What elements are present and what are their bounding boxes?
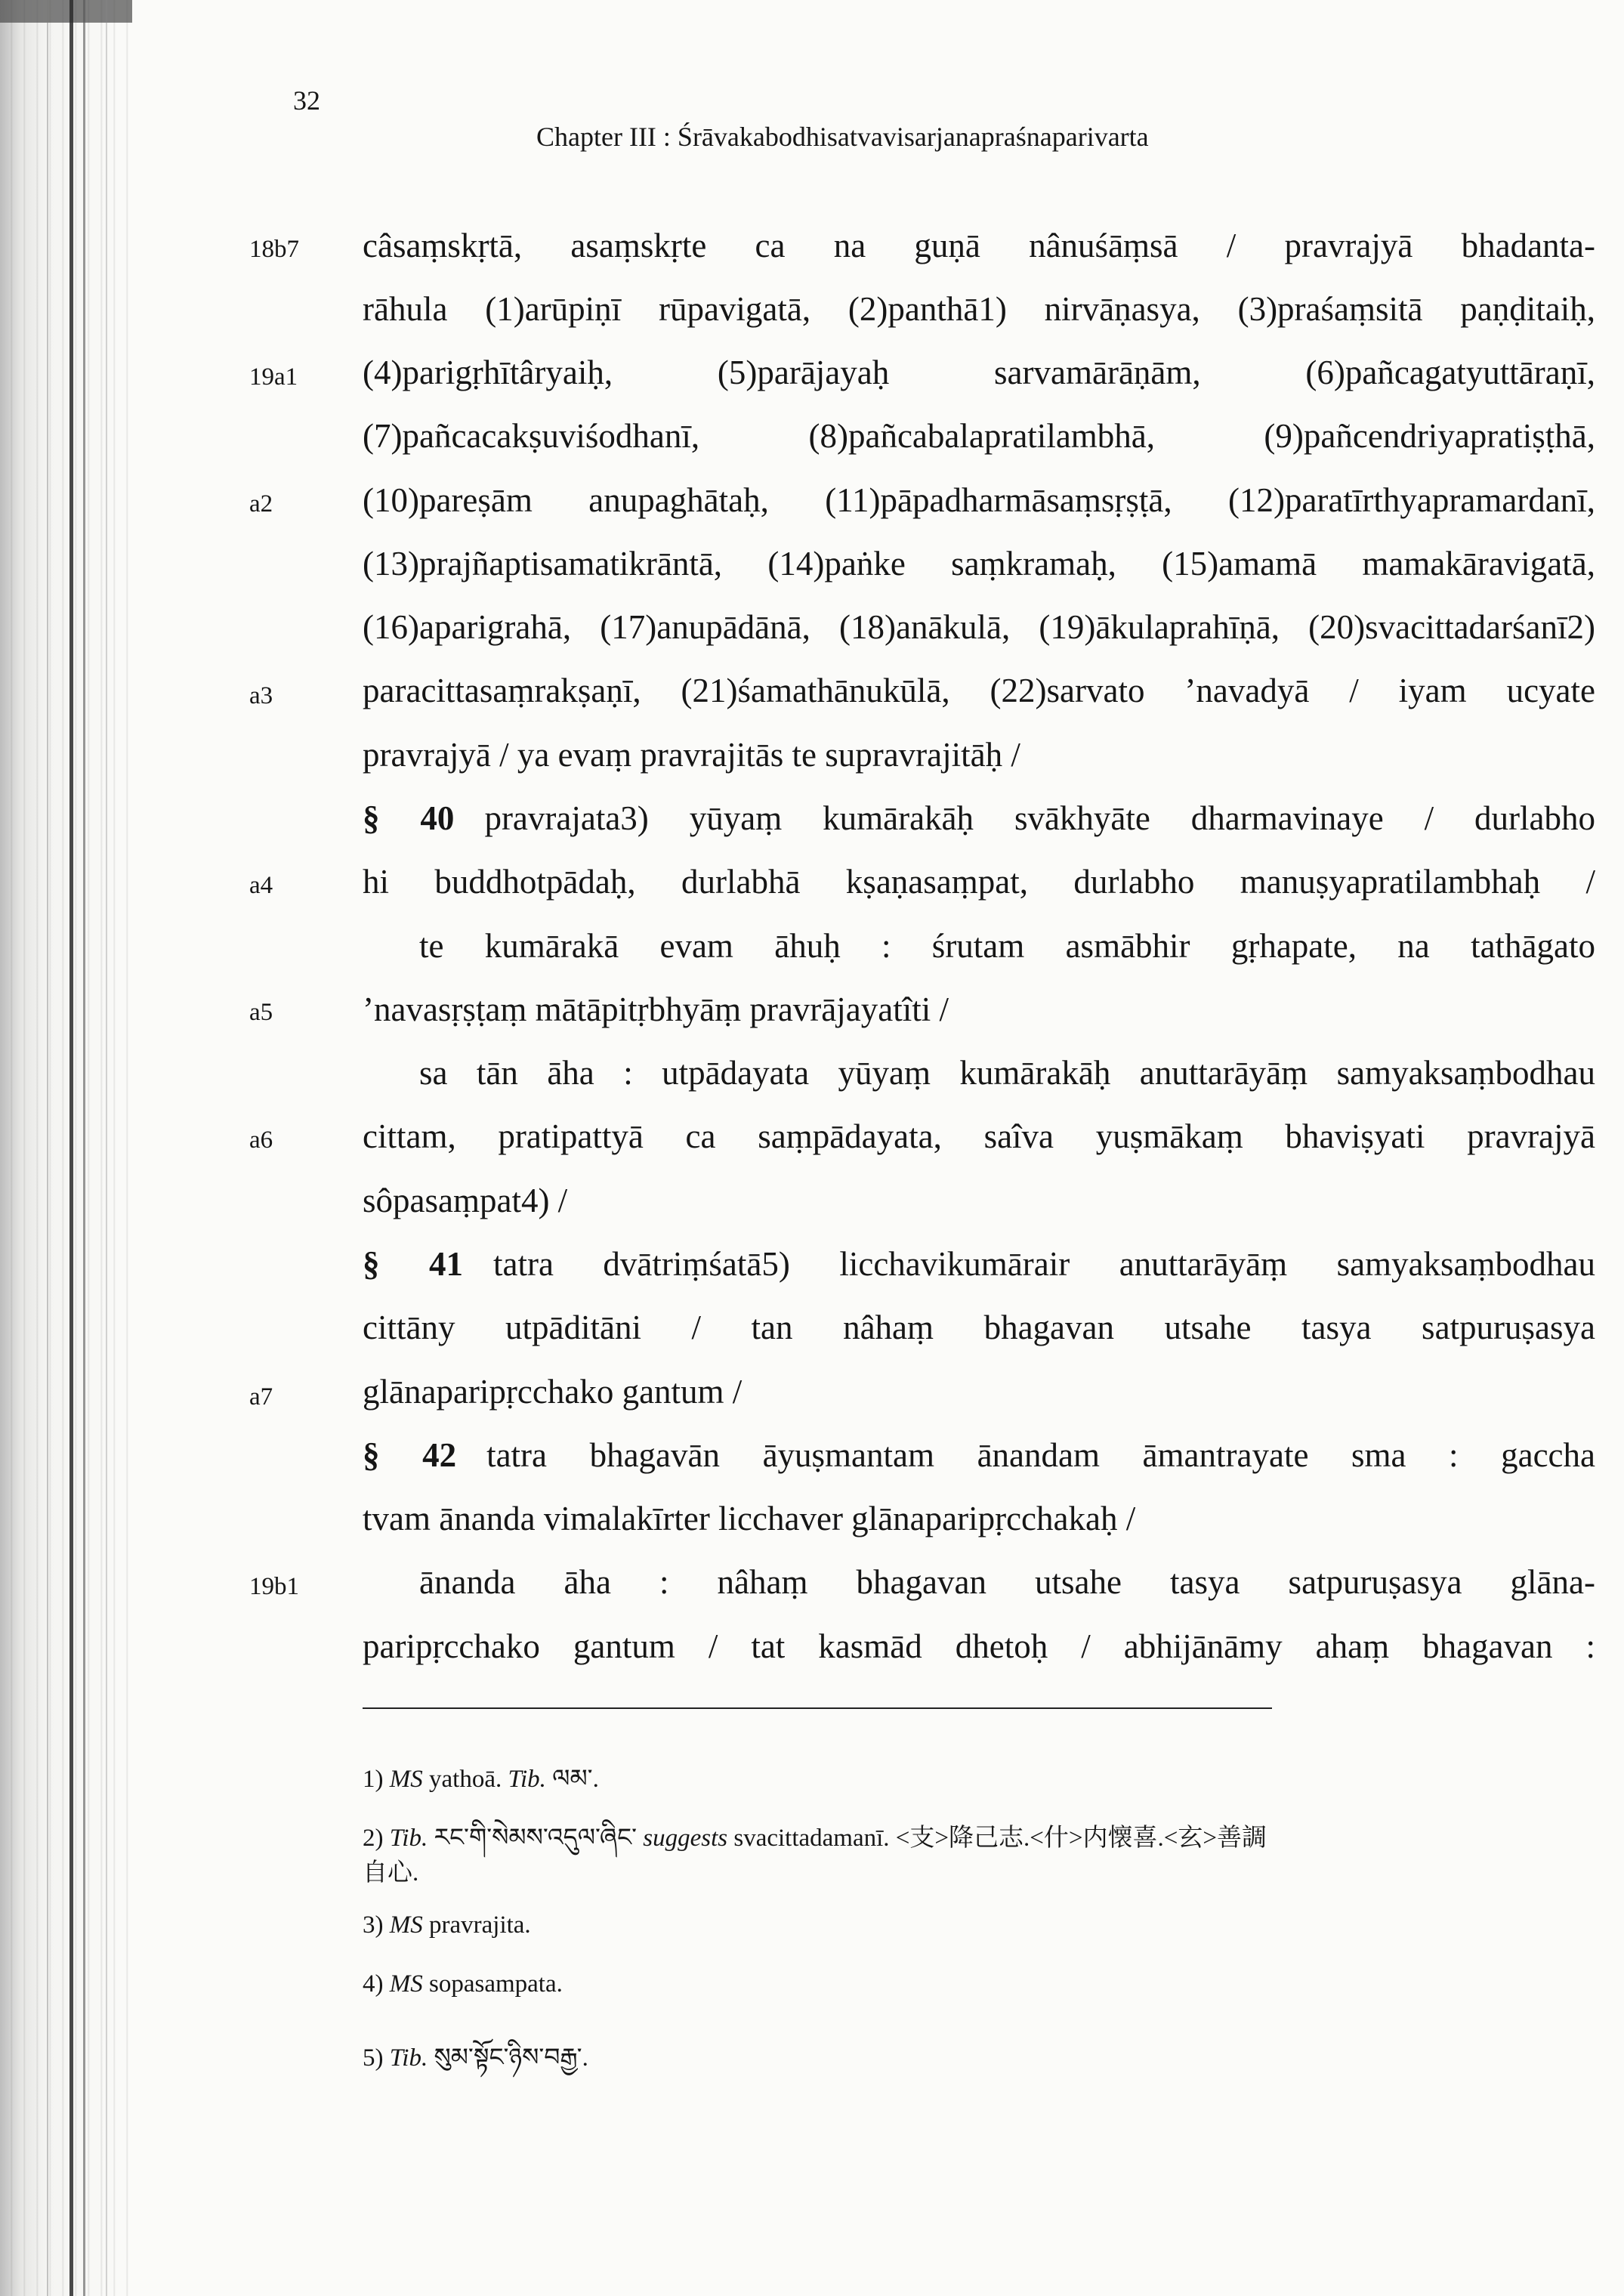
margin-ref: a6 [249,1126,273,1154]
section-line [363,799,1595,837]
footnote-rule [363,1707,1272,1709]
footnote-3: 3) MS pravrajita. [363,1911,531,1939]
text-line: câsaṃskṛtā, asaṃskṛte ca na guṇā nânuśāṃsā / pravrajyā bhadanta- [363,227,1595,264]
section-line [363,1247,1595,1281]
footnote-2-cont: 自心. [363,1859,419,1887]
section-line [363,1438,1595,1472]
text-line: tatra dvātriṃśatā5) licchavikumārair anuttarāyāṃ samyaksaṃbodhau [493,1245,1595,1283]
text-line: rāhula (1)arūpiṇī rūpavigatā, (2)panthā1) nirvāṇasya, (3)praśaṃsitā paṇḍitaiḥ, [363,290,1595,328]
text-line: paracittasaṃrakṣaṇī, (21)śamathānukūlā, (22)sarvato ’navadyā / iyam ucyate [363,672,1595,709]
text-line: (7)pañcacakṣuviśodhanī, (8)pañcabalapratilambhā, (9)pañcendriyapratiṣṭhā, [363,417,1595,455]
footnote-4: 4) MS sopasampata. [363,1970,563,1998]
text-line: tvam ānanda vimalakīrter licchaver glānaparipṛcchakaḥ / [363,1500,1136,1537]
margin-ref: a7 [249,1383,273,1411]
section-number: § 42 [363,1436,457,1474]
margin-ref: 19b1 [249,1573,299,1600]
margin-ref: 19a1 [249,363,298,391]
text-line: pravrajyā / ya evaṃ pravrajitās te supravrajitāḥ / [363,736,1020,774]
footnote-5: 5) Tib. སུམ་སྟོང་ཉིས་བརྒྱ་. [363,2044,588,2072]
margin-ref: a3 [249,682,273,709]
text-line: ānanda āha : nâhaṃ bhagavan utsahe tasya satpuruṣasya glāna- [419,1563,1595,1601]
text-line: te kumārakā evam āhuḥ : śrutam asmābhir gṛhapate, na tathāgato [419,927,1595,965]
text-line: (10)pareṣām anupaghātaḥ, (11)pāpadharmāsaṃsṛṣṭā, (12)paratīrthyapramardanī, [363,481,1595,519]
text-line: glānaparipṛcchako gantum / [363,1373,743,1411]
text-line: (16)aparigrahā, (17)anupādānā, (18)anākulā, (19)ākulaprahīṇā, (20)svacittadarśanī2) [363,608,1595,646]
section-number: § 41 [363,1245,463,1283]
text-line: ’navasṛṣṭaṃ mātāpitṛbhyāṃ pravrājayatîti / [363,990,949,1028]
text-line: sôpasaṃpat4) / [363,1182,568,1219]
margin-ref: a5 [249,999,273,1026]
footnote-1: 1) MS yathoā. Tib. ལམ་. [363,1766,599,1793]
text-line: paripṛcchako gantum / tat kasmād dhetoḥ / abhijānāmy ahaṃ bhagavan : [363,1627,1595,1665]
margin-ref: a4 [249,872,273,899]
margin-ref: 18b7 [249,236,299,263]
running-head: Chapter III : Śrāvakabodhisatvavisarjanapraśnaparivarta [536,122,1149,152]
text-line: (4)parigṛhītâryaiḥ, (5)parājayaḥ sarvamārāṇām, (6)pañcagatyuttāraṇī, [363,354,1595,391]
text-line: hi buddhotpādaḥ, durlabhā kṣaṇasaṃpat, durlabho manuṣyapratilambhaḥ / [363,863,1595,901]
text-line: pravrajata3) yūyaṃ kumārakāḥ svākhyāte dharmavinaye / durlabho [484,799,1595,837]
margin-ref: a2 [249,490,273,518]
page-number: 32 [293,85,320,116]
scan-binding-shadow [0,0,132,2296]
text-line: cittāny utpāditāni / tan nâhaṃ bhagavan utsahe tasya satpuruṣasya [363,1309,1595,1346]
text-line: (13)prajñaptisamatikrāntā, (14)paṅke saṃkramaḥ, (15)amamā mamakāravigatā, [363,545,1595,582]
text-line: cittam, pratipattyā ca saṃpādayata, saîva yuṣmākaṃ bhaviṣyati pravrajyā [363,1117,1595,1155]
text-line: sa tān āha : utpādayata yūyaṃ kumārakāḥ anuttarāyāṃ samyaksaṃbodhau [419,1054,1595,1092]
section-number: § 40 [363,799,455,837]
footnote-2: 2) Tib. རང་གི་སེམས་འདུལ་ཞིང་ suggests svacittadamanī. <支>降己志.<什>内懐喜.<玄>善調 [363,1825,1267,1852]
text-line: tatra bhagavān āyuṣmantam ānandam āmantrayate sma : gaccha [486,1436,1596,1474]
